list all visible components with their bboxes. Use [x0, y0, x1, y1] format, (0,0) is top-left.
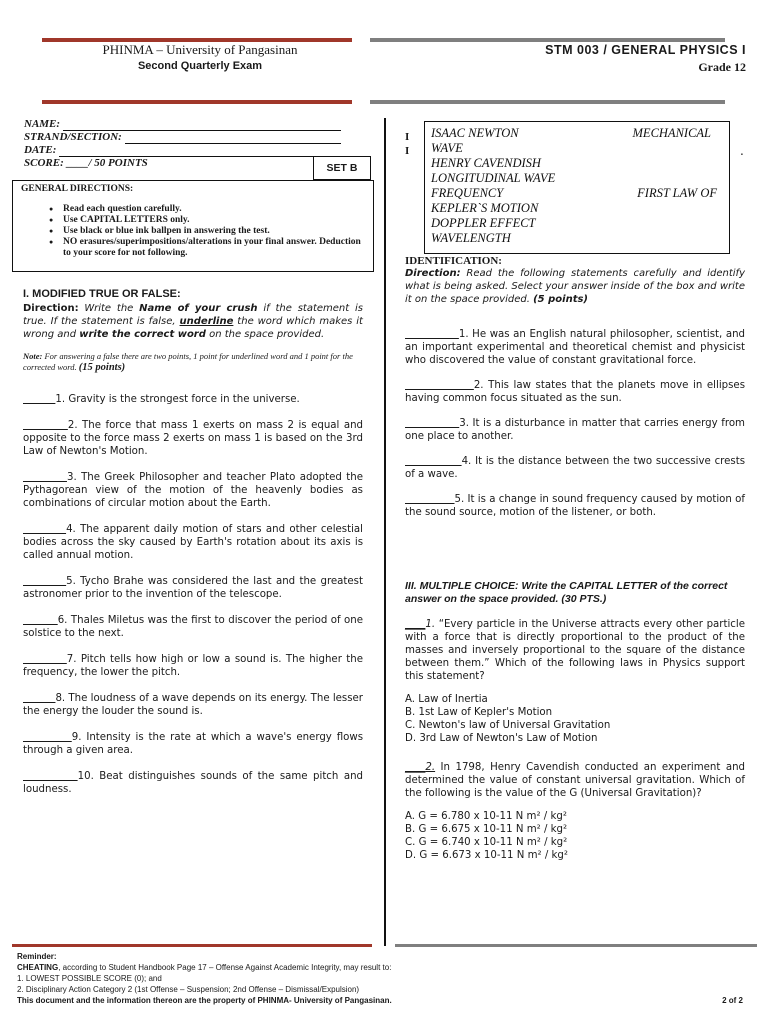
choice-item: DOPPLER EFFECT — [431, 216, 536, 230]
header-bar-right — [370, 38, 725, 42]
item-text: 4. The apparent daily motion of stars and other celestial bodies across the sky caused by Earth's rotation about its axis is called annual motion. — [23, 524, 363, 561]
header-left — [40, 42, 360, 72]
answer-blank[interactable]: ____ — [405, 619, 426, 630]
cheating-text: , according to Student Handbook Page 17 – Offense Against Academic Integrity, may result to: — [58, 963, 392, 972]
answer-blank[interactable]: ____ — [405, 762, 426, 773]
list-item — [405, 455, 745, 481]
choice-item: LONGITUDINAL WAVE — [431, 171, 556, 185]
part-1-direction — [23, 302, 363, 341]
item-text: 2. This law states that the planets move in ellipses having common focus situated as the sun. — [405, 380, 745, 404]
answer-blank[interactable] — [23, 771, 78, 782]
date-label: DATE: — [24, 144, 57, 156]
question-text: “Every particle in the Universe attracts every other particle with a force that is directly proportional to the product of the masses and inversely proportional to the square of the distance between them.” Which of the following laws in Physics support this statement? — [405, 619, 745, 682]
cheating-label: CHEATING — [17, 963, 59, 972]
answer-blank[interactable] — [405, 380, 474, 391]
part-2-roman-numeral: I I — [405, 131, 410, 157]
footer — [17, 951, 757, 1006]
header-underline-right — [370, 100, 725, 104]
question-1-options — [405, 693, 745, 745]
strand-field[interactable] — [125, 134, 341, 144]
direction-text: on the space provided. — [205, 329, 325, 340]
list-item — [23, 692, 363, 718]
part-1-items — [23, 393, 363, 796]
item-text: 2. The force that mass 1 exerts on mass 2 is equal and opposite to the force mass 2 exerts on mass 1 is based on the 3rd Law of Newton's Motion. — [23, 420, 363, 457]
list-item — [23, 393, 363, 406]
strand-row — [24, 131, 364, 144]
grade-level: Grade 12 — [698, 60, 746, 74]
score-label: SCORE: — [24, 157, 64, 169]
answer-blank[interactable] — [23, 654, 67, 665]
part-1-section — [23, 288, 363, 809]
list-item — [405, 417, 745, 443]
general-directions-box — [12, 180, 374, 272]
item-text: 1. He was an English natural philosopher, scientist, and an important experimental and theoretical chemist and physicist who discovered the value of constant gravitational force. — [405, 329, 746, 366]
answer-blank[interactable] — [23, 472, 67, 483]
list-item: ● Use black or blue ink ballpen in answering the test. — [49, 226, 365, 237]
general-directions-title: GENERAL DIRECTIONS: — [21, 184, 134, 194]
note-text: For answering a false there are two points, 1 point for underlined word and 1 point for the corrected word. — [23, 351, 353, 372]
choice-item: KEPLER`S MOTION — [431, 201, 539, 215]
part-2-items — [405, 328, 745, 519]
part-2-title: IDENTIFICATION: — [405, 255, 502, 267]
answer-blank[interactable] — [23, 394, 55, 405]
answer-blank[interactable] — [23, 615, 58, 626]
item-text: 8. The loudness of a wave depends on its energy. The lesser the energy the louder the sound is. — [23, 693, 363, 717]
list-item: ● Use CAPITAL LETTERS only. — [49, 215, 365, 226]
direction-text: Write the — [78, 303, 140, 314]
choice-item: HENRY CAVENDISH — [431, 156, 541, 170]
list-item — [23, 731, 363, 757]
list-item — [405, 379, 745, 405]
exam-title: Second Quarterly Exam — [137, 60, 263, 72]
option-item: D. 3rd Law of Newton's Law of Motion — [405, 733, 598, 744]
list-item — [23, 471, 363, 510]
footer-line-2: 2. Disciplinary Action Category 2 (1st Offense – Suspension; 2nd Offense – Dismissal/Expulsion) — [17, 985, 360, 994]
list-item: ● Read each question carefully. — [49, 204, 365, 215]
answer-blank[interactable] — [23, 693, 55, 704]
choice-row — [431, 126, 723, 141]
item-text: 4. It is the distance between the two successive crests of a wave. — [405, 456, 746, 480]
footer-cheating — [17, 962, 757, 973]
name-label: NAME: — [24, 118, 61, 130]
header-right — [545, 43, 746, 75]
list-item — [405, 493, 745, 519]
list-item — [23, 653, 363, 679]
footer-reminder: Reminder: — [17, 952, 57, 961]
column-divider — [384, 118, 386, 946]
part-2-direction — [405, 267, 745, 306]
choice-row — [431, 216, 723, 231]
choice-item: FIRST LAW OF — [637, 186, 717, 200]
choice-item: MECHANICAL — [632, 126, 711, 140]
choice-item: ISAAC NEWTON — [431, 126, 519, 140]
item-text: 5. Tycho Brahe was considered the last and the greatest astronomer prior to the invention of the telescope. — [23, 576, 363, 600]
choice-row — [431, 201, 723, 216]
score-value: ____/ 50 POINTS — [63, 157, 148, 169]
date-field[interactable] — [59, 147, 343, 157]
direction-text: the word which makes it wrong and — [23, 316, 363, 340]
list-item — [23, 770, 363, 796]
choice-row — [431, 156, 723, 171]
footer-line-1: 1. LOWEST POSSIBLE SCORE (0); and — [17, 974, 162, 983]
direction-text: if the statement is true. If the statement is false, — [23, 303, 363, 327]
answer-blank[interactable] — [23, 732, 72, 743]
item-text: 1. Gravity is the strongest force in the universe. — [55, 394, 300, 405]
item-text: 6. Thales Miletus was the first to discover the period of one solstice to the next. — [23, 615, 363, 639]
part-1-title: I. MODIFIED TRUE OR FALSE: — [23, 288, 181, 300]
item-text: 9. Intensity is the rate at which a wave's energy flows through a given area. — [23, 732, 363, 756]
option-item: B. 1st Law of Kepler's Motion — [405, 707, 553, 718]
direction-text: Read the following statements carefully and identify what is being asked. Select your answer inside of the box and write it on the space provided. — [405, 268, 745, 305]
option-item: C. Newton's law of Universal Gravitation — [405, 720, 611, 731]
question-1 — [405, 618, 745, 683]
name-field[interactable] — [63, 121, 341, 131]
choice-item: WAVELENGTH — [431, 231, 511, 245]
direction-emphasis: write the correct word — [79, 329, 206, 340]
answer-choices-box — [424, 121, 730, 254]
question-2 — [405, 761, 745, 800]
list-item — [23, 523, 363, 562]
header-underline-left — [42, 100, 352, 104]
choice-row — [431, 171, 723, 186]
answer-blank[interactable] — [405, 418, 459, 429]
stray-dot: . — [740, 144, 744, 158]
item-text: 5. It is a change in sound frequency caused by motion of the sound source, motion of the listener, or both. — [405, 494, 745, 518]
option-item: D. G = 6.673 x 10-11 N m² / kg² — [405, 850, 568, 861]
option-item: C. G = 6.740 x 10-11 N m² / kg² — [405, 837, 568, 848]
choice-item: WAVE — [431, 141, 463, 155]
question-text: In 1798, Henry Cavendish conducted an experiment and determined the value of constant universal gravitation. Which of the following is the value of the G (Universal Gravitation)? — [405, 762, 745, 799]
page-number: 2 of 2 — [722, 996, 743, 1005]
strand-label: STRAND/SECTION: — [24, 131, 122, 143]
question-number: 2. — [425, 762, 436, 773]
part-3-section — [405, 580, 745, 862]
list-item — [23, 575, 363, 601]
note-label: Note: — [23, 351, 43, 361]
direction-emphasis: Name of your crush — [139, 303, 258, 314]
option-item: B. G = 6.675 x 10-11 N m² / kg² — [405, 824, 568, 835]
school-name: PHINMA – University of Pangasinan — [102, 42, 298, 57]
direction-label: Direction: — [23, 303, 79, 314]
item-text: 10. Beat distinguishes sounds of the same pitch and loudness. — [23, 771, 363, 795]
list-item — [23, 614, 363, 640]
answer-blank[interactable] — [23, 420, 68, 431]
subject-title: STM 003 / GENERAL PHYSICS I — [545, 43, 746, 57]
choice-row — [431, 231, 723, 246]
direction-emphasis: underline — [179, 316, 234, 327]
item-text: 3. It is a disturbance in matter that carries energy from one place to another. — [405, 418, 745, 442]
footer-bar-right — [395, 944, 757, 947]
option-item: A. Law of Inertia — [405, 694, 488, 705]
choice-item: FREQUENCY — [431, 186, 504, 200]
answer-blank[interactable] — [23, 524, 66, 535]
footer-bar-left — [12, 944, 372, 947]
note-points: (15 points) — [78, 362, 126, 373]
list-item: ● NO erasures/superimpositions/alterations in your final answer. Deduction to your score for not following. — [49, 237, 365, 259]
choice-row — [431, 141, 723, 156]
list-item — [23, 419, 363, 458]
part-2-section — [405, 255, 745, 531]
item-text: 3. The Greek Philosopher and teacher Plato adopted the Pythagorean view of the motion of the heavenly bodies as combinations of circular motion about the Earth. — [23, 472, 363, 509]
item-text: 7. Pitch tells how high or low a sound is. The higher the frequency, the lower the pitch. — [23, 654, 363, 678]
answer-blank[interactable] — [405, 456, 462, 467]
part-3-title: III. MULTIPLE CHOICE: Write the CAPITAL LETTER of the correct answer on the space provided. (30 PTS.) — [405, 580, 728, 605]
option-item: A. G = 6.780 x 10-11 N m² / kg² — [405, 811, 567, 822]
set-badge: SET B — [313, 156, 371, 180]
question-number: 1. — [425, 619, 436, 630]
answer-blank[interactable] — [405, 494, 454, 505]
list-item — [405, 328, 745, 367]
footer-property: This document and the information thereon are the property of PHINMA- University of Pangasinan. — [17, 996, 392, 1005]
part-1-note — [23, 351, 363, 373]
answer-blank[interactable] — [23, 576, 66, 587]
direction-label: Direction: — [405, 268, 461, 279]
answer-blank[interactable] — [405, 329, 459, 340]
question-2-options — [405, 810, 745, 862]
general-directions-list — [49, 204, 365, 259]
direction-points: (5 points) — [533, 294, 588, 305]
name-row — [24, 118, 364, 131]
choice-row — [431, 186, 723, 201]
